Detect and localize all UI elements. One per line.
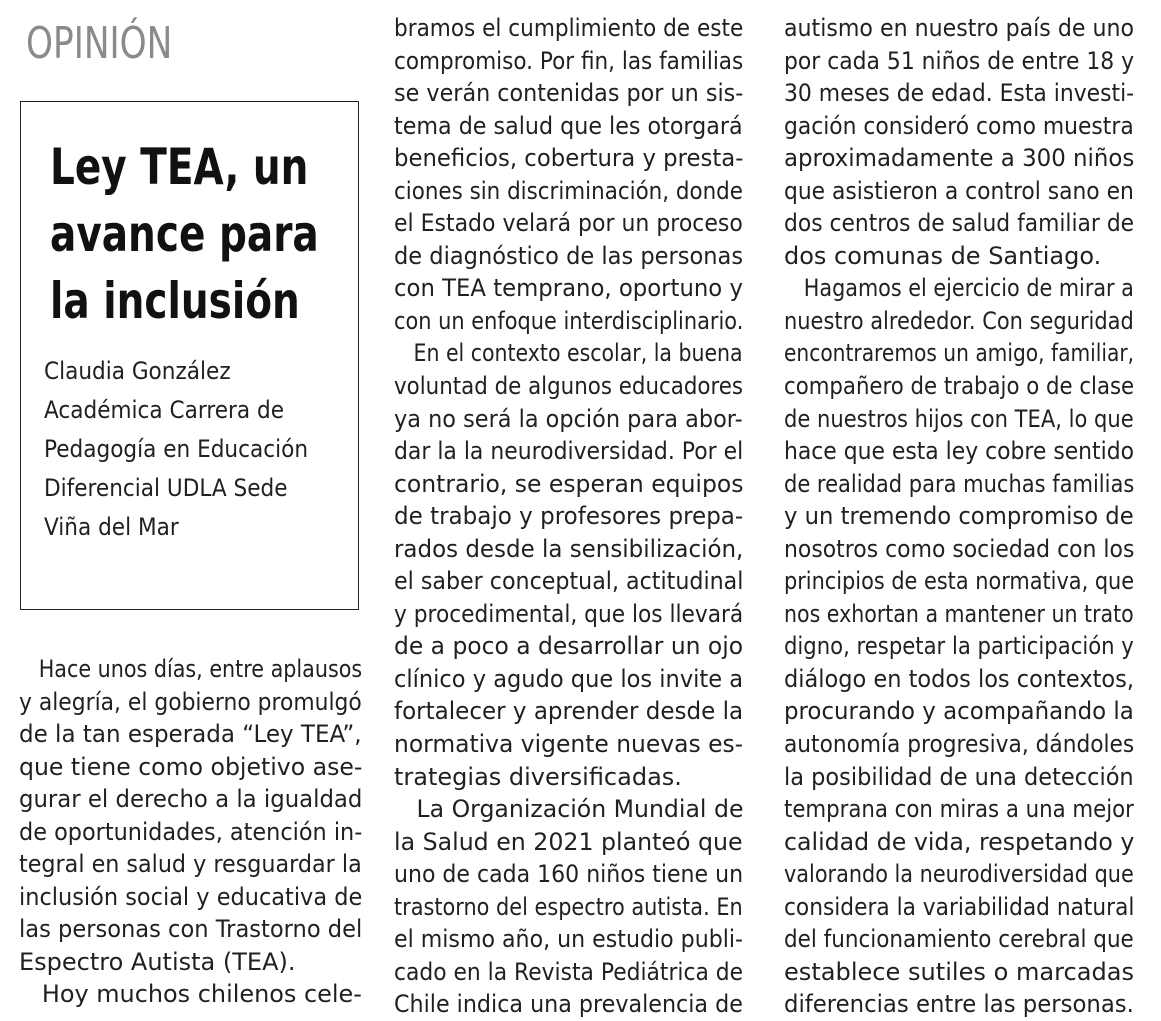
text-line: principios de esta normativa, que [784,567,1135,596]
text-line: y procedimental, que los llevará [394,599,744,628]
text-line: el mismo año, un estudio publi- [394,925,743,954]
text-line: las personas con Trastorno del [19,915,363,944]
headline-line: la inclusión [50,272,300,330]
text-line: dos centros de salud familiar de [784,209,1135,238]
text-line: la posibilidad de una detección [784,762,1134,791]
text-line: diálogo en todos los contextos, [784,664,1135,693]
text-line: Hagamos el ejercicio de mirar a [784,274,1134,303]
author-title-line: Académica Carrera de [44,396,285,424]
author-title-line: Pedagogía en Educación [44,435,309,463]
text-line: del funcionamiento cerebral que [784,925,1134,954]
text-line: beneficios, cobertura y presta- [394,144,744,173]
text-line: que tiene como objetivo ase- [19,752,363,781]
text-line: encontraremos un amigo, familiar, [784,339,1135,368]
text-line: calidad de vida, respetando y [784,827,1135,856]
text-line: inclusión social y educativa de [19,882,363,911]
author-byline [44,352,308,547]
text-line: normativa vigente nuevas es- [394,730,744,759]
text-line: autonomía progresiva, dándoles [784,730,1135,759]
text-line: de nuestros hijos con TEA, lo que [784,404,1134,433]
text-line: de trabajo y profesores prepa- [394,502,744,531]
text-line: gurar el derecho a la igualdad [19,785,363,814]
text-line: Chile indica una prevalencia de [394,990,743,1019]
text-line: uno de cada 160 niños tiene un [394,860,744,889]
text-line: fortalecer y aprender desde la [394,697,744,726]
text-line: bramos el cumplimiento de este [394,14,744,42]
text-line: que asistieron a control sano en [784,176,1134,205]
author-title-line: Diferencial UDLA Sede [44,474,288,502]
section-label: OPINIÓN [26,18,173,69]
text-line: con TEA temprano, oportuno y [394,274,743,303]
text-line: voluntad de algunos educadores [394,372,744,401]
text-line: gación consideró como muestra [784,111,1134,140]
text-line: cado en la Revista Pediátrica de [394,957,744,986]
text-line: compañero de trabajo o de clase [784,372,1135,401]
text-line: dar la la neurodiversidad. Por el [394,437,744,466]
text-line: valorando la neurodiversidad que [784,860,1134,889]
text-line: de realidad para muchas familias [784,469,1135,498]
text-line: el Estado velará por un proceso [394,209,743,238]
text-line: el saber conceptual, actitudinal [394,567,744,596]
text-line: aproximadamente a 300 niños [784,144,1135,173]
text-line: con un enfoque interdisciplinario. [394,306,744,335]
text-line: nosotros como sociedad con los [784,534,1135,563]
text-line: compromiso. Por fin, las familias [394,46,744,75]
headline-line: avance para [50,205,319,263]
text-line: nuestro alrededor. Con seguridad [784,306,1134,335]
text-line: por cada 51 niños de entre 18 y [784,46,1135,75]
text-line: 30 meses de edad. Esta investi- [784,79,1135,108]
headline-line: Ley TEA, un [50,138,309,196]
text-line: la Salud en 2021 planteó que [394,827,743,856]
article-column-2 [394,12,743,1021]
text-line: En el contexto escolar, la buena [394,339,743,368]
text-line: diferencias entre las personas. [784,990,1134,1019]
text-line: de a poco a desarrollar un ojo [394,632,744,661]
text-line: rados desde la sensibilización, [394,534,744,563]
text-line: ciones sin discriminación, donde [394,176,743,205]
article-column-1 [19,653,362,1011]
text-line: dos comunas de Santiago. [784,241,1102,270]
text-line: se verán contenidas por un sis- [394,79,744,108]
text-line: contrario, se esperan equipos [394,469,744,498]
text-line: hace que esta ley cobre sentido [784,437,1134,466]
author-title-line: Viña del Mar [44,513,179,541]
text-line: de la tan esperada “Ley TEA”, [19,720,362,749]
text-line: trategias diversificadas. [394,762,682,791]
text-line: tegral en salud y resguardar la [19,850,362,879]
text-line: establece sutiles o marcadas [784,957,1135,986]
text-line: digno, respetar la participación y [784,632,1134,661]
article-headline [50,134,362,335]
text-line: autismo en nuestro país de uno [784,14,1135,42]
article-column-3 [784,12,1134,1021]
text-line: de oportunidades, atención in- [19,817,363,846]
text-line: Espectro Autista (TEA). [19,947,296,976]
text-line: nos exhortan a mantener un trato [784,599,1134,628]
text-line: ya no será la opción para abor- [394,404,743,433]
text-line: y alegría, el gobierno promulgó [19,687,362,716]
text-line: tema de salud que les otorgará [394,111,743,140]
text-line: Hace unos días, entre aplausos [19,655,363,683]
headline-box [20,101,359,610]
text-line: considera la variabilidad natural [784,892,1135,921]
text-line: trastorno del espectro autista. En [394,892,743,921]
text-line: clínico y agudo que los invite a [394,664,744,693]
text-line: de diagnóstico de las personas [394,241,744,270]
text-line: y un tremendo compromiso de [784,502,1134,531]
text-line: procurando y acompañando la [784,697,1134,726]
author-name: Claudia González [44,357,231,385]
text-line: Hoy muchos chilenos cele- [19,980,362,1009]
text-line: La Organización Mundial de [394,795,744,824]
text-line: temprana con miras a una mejor [784,795,1134,824]
